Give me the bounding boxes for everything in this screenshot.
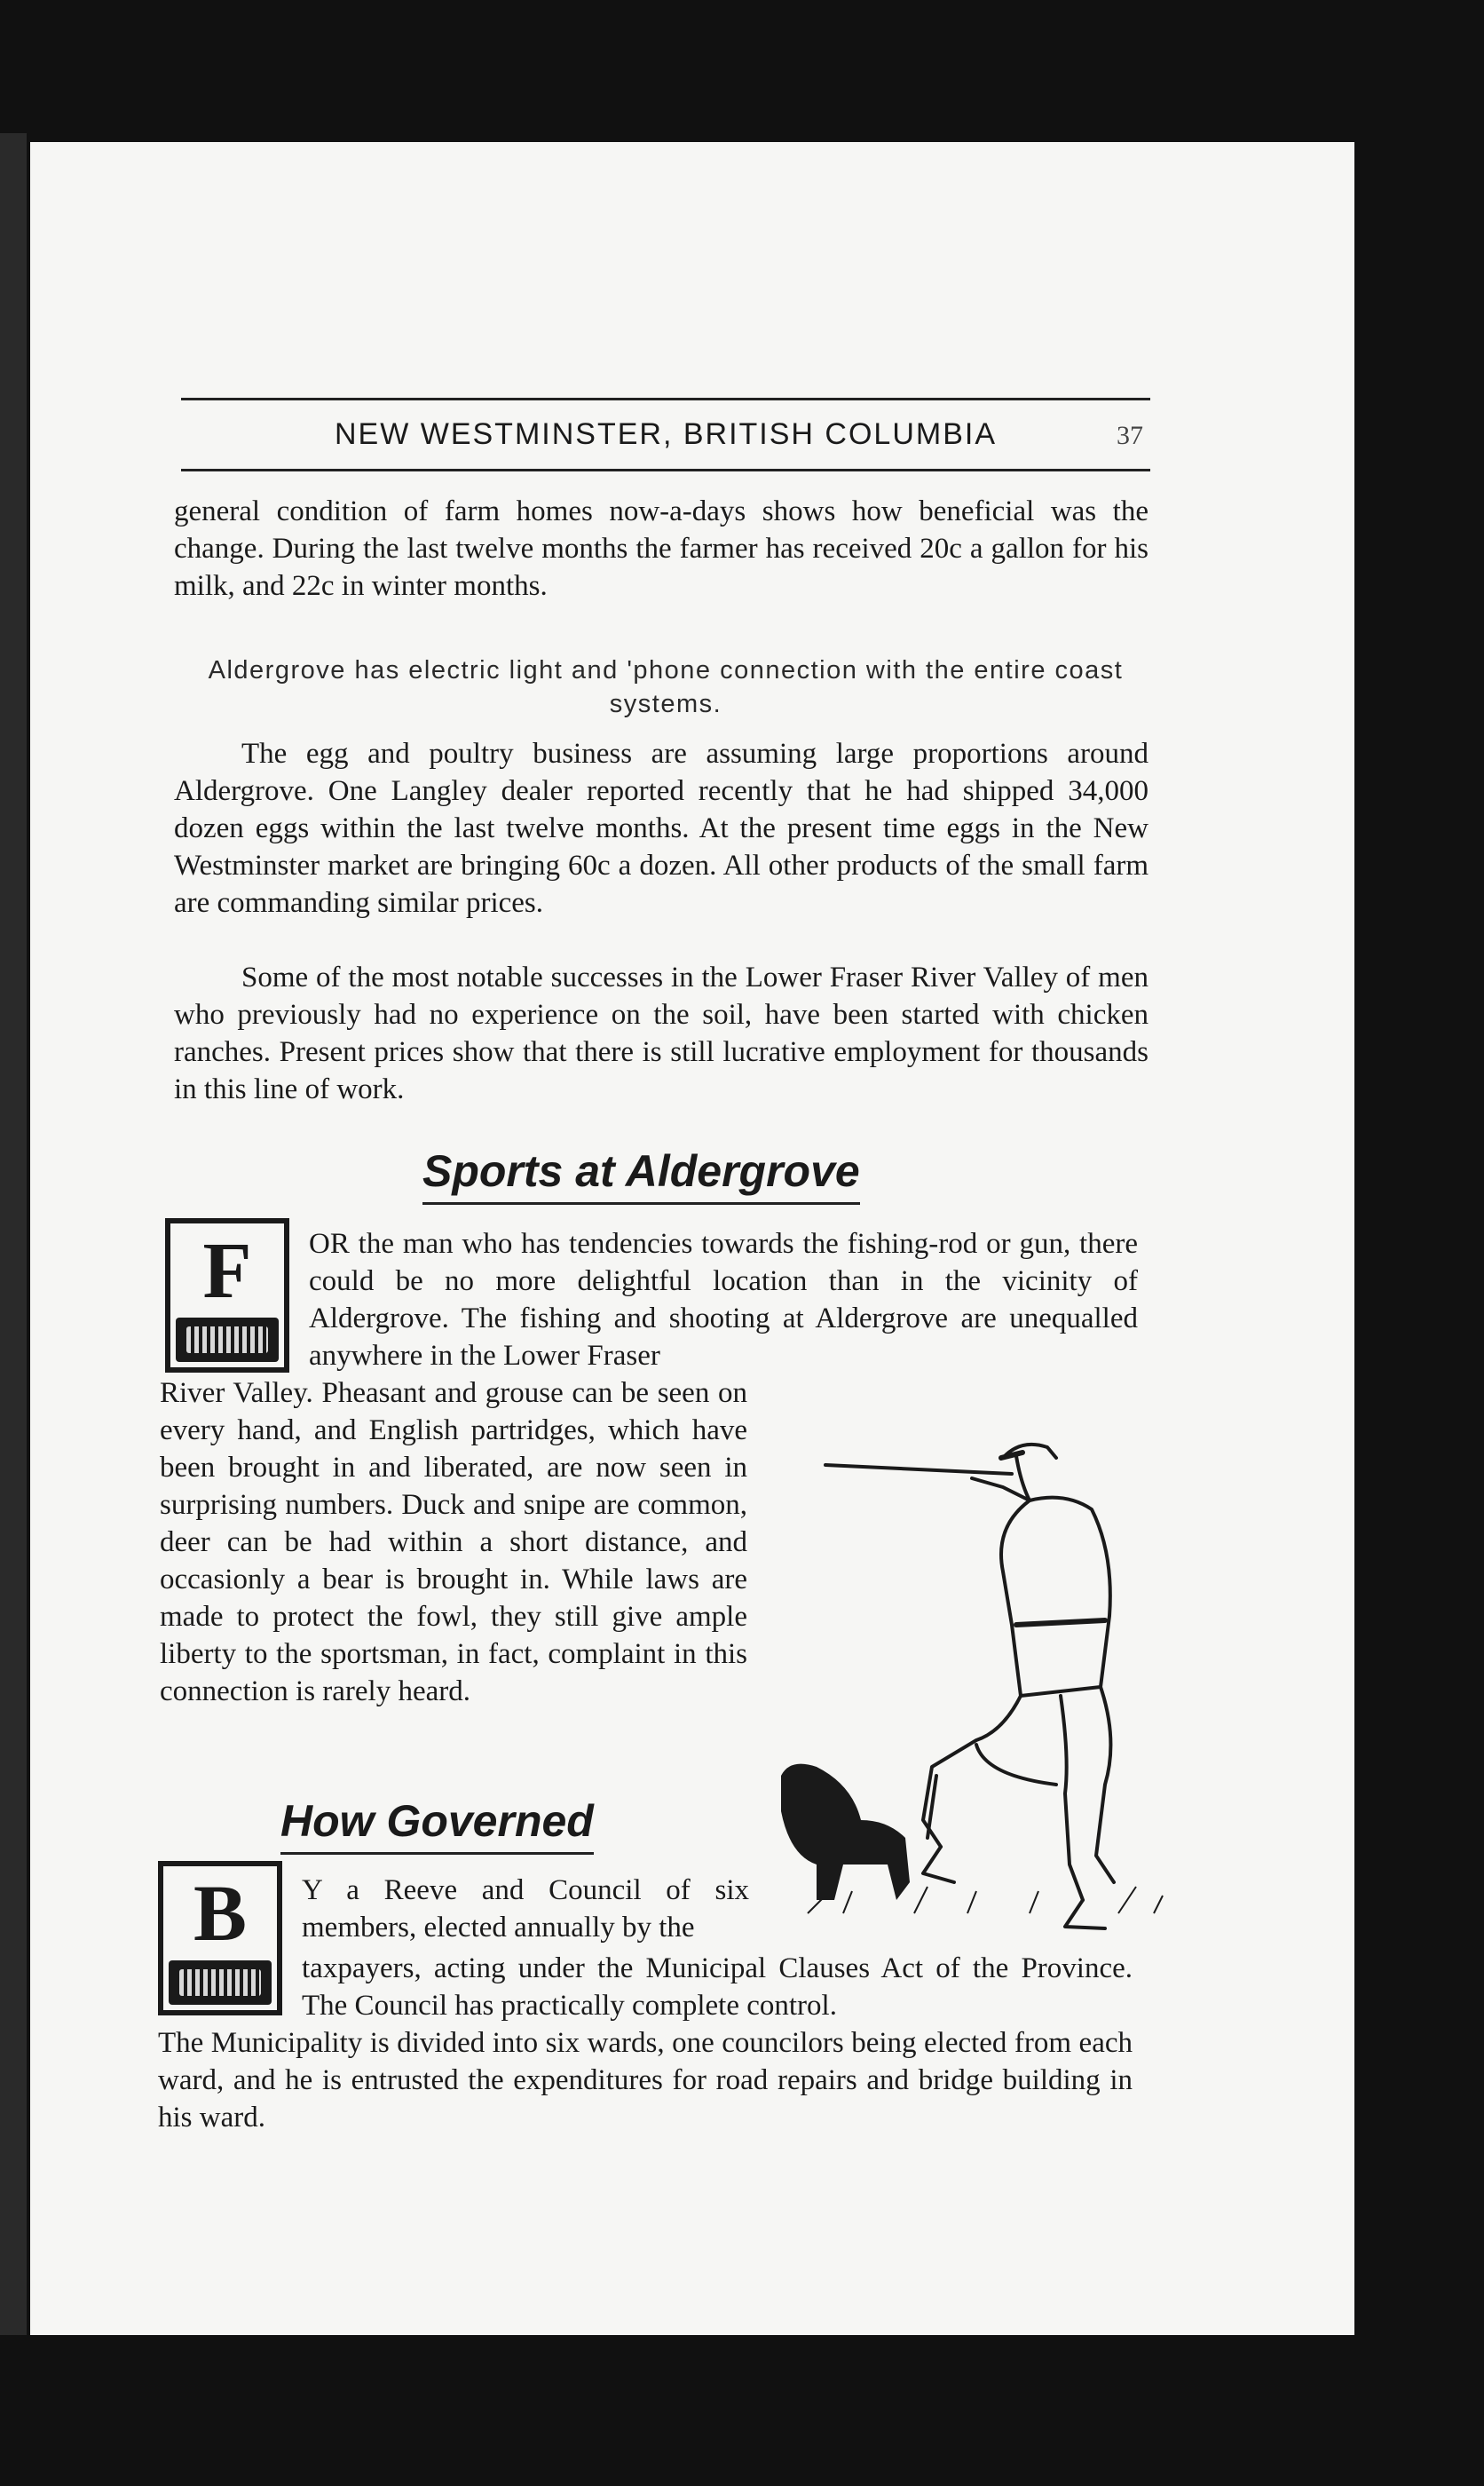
- drop-cap-letter-b: B: [193, 1870, 248, 1958]
- governed-lead-long: taxpayers, acting under the Municipal Clauses Act of the Province. The Council has practically complete control.: [302, 1952, 1133, 2022]
- sports-lead-text: OR the man who has tendencies towards the fishing-rod or gun, there could be no more delightful location than in the vicinity of Aldergrove. The fishing and shooting at Aldergrove are unequalled anywhere in the Lower Fraser: [309, 1228, 1138, 1372]
- page-number: 37: [1117, 421, 1143, 450]
- drop-cap-letter: F: [202, 1227, 252, 1315]
- farm-paragraph-3: Some of the most notable successes in the Lower Fraser River Valley of men who previously had no experience on the soil, have been started with chicken ranches. Present prices show that there is still lucrative employment for thousands in this line of work.: [174, 962, 1149, 1105]
- farm-paragraph-1: general condition of farm homes now-a-days shows how beneficial was the change. During the last twelve months the farmer has received 20c a gallon for his milk, and 22c in winter months.: [174, 495, 1149, 602]
- hunter-with-dog-illustration: [763, 1403, 1189, 1953]
- governed-lead-short: Y a Reeve and Council of six members, elected annually by the: [302, 1874, 749, 1944]
- governed-body-text: The Municipality is divided into six wards, one councilors being elected from each ward, and he is entrusted the expenditures for road repairs and bridge building in his ward.: [158, 2027, 1133, 2134]
- electric-light-note: Aldergrove has electric light and 'phone connection with the entire coast systems.: [208, 656, 1124, 718]
- header-bottom-rule: [181, 469, 1150, 471]
- drop-cap-b: [158, 1861, 282, 2015]
- running-header: NEW WESTMINSTER, BRITISH COLUMBIA: [334, 417, 998, 451]
- sports-heading: Sports at Aldergrove: [422, 1145, 860, 1205]
- drop-cap-ornament-b: [169, 1960, 272, 2005]
- farm-paragraph-2: The egg and poultry business are assuming large proportions around Aldergrove. One Langley dealer reported recently that he had shipped 34,000 dozen eggs within the last twelve months. At the present time eggs in the New Westminster market are bringing 60c a dozen. All other products of the small farm are commanding similar prices.: [174, 738, 1149, 919]
- header-top-rule: [181, 398, 1150, 400]
- book-spine-edge: [0, 133, 27, 2335]
- drop-cap-ornament: [176, 1318, 279, 1362]
- how-governed-heading: How Governed: [280, 1795, 594, 1855]
- drop-cap-f: [165, 1218, 289, 1373]
- sports-body-text: River Valley. Pheasant and grouse can be seen on every hand, and English partridges, which have been brought in and liberated, are now seen in surprising numbers. Duck and snipe are common, deer can be had within a short distance, and occasionly a bear is brought in. While laws are made to protect the fowl, they still give ample liberty to the sportsman, in fact, complaint in this connection is rarely heard.: [160, 1377, 747, 1707]
